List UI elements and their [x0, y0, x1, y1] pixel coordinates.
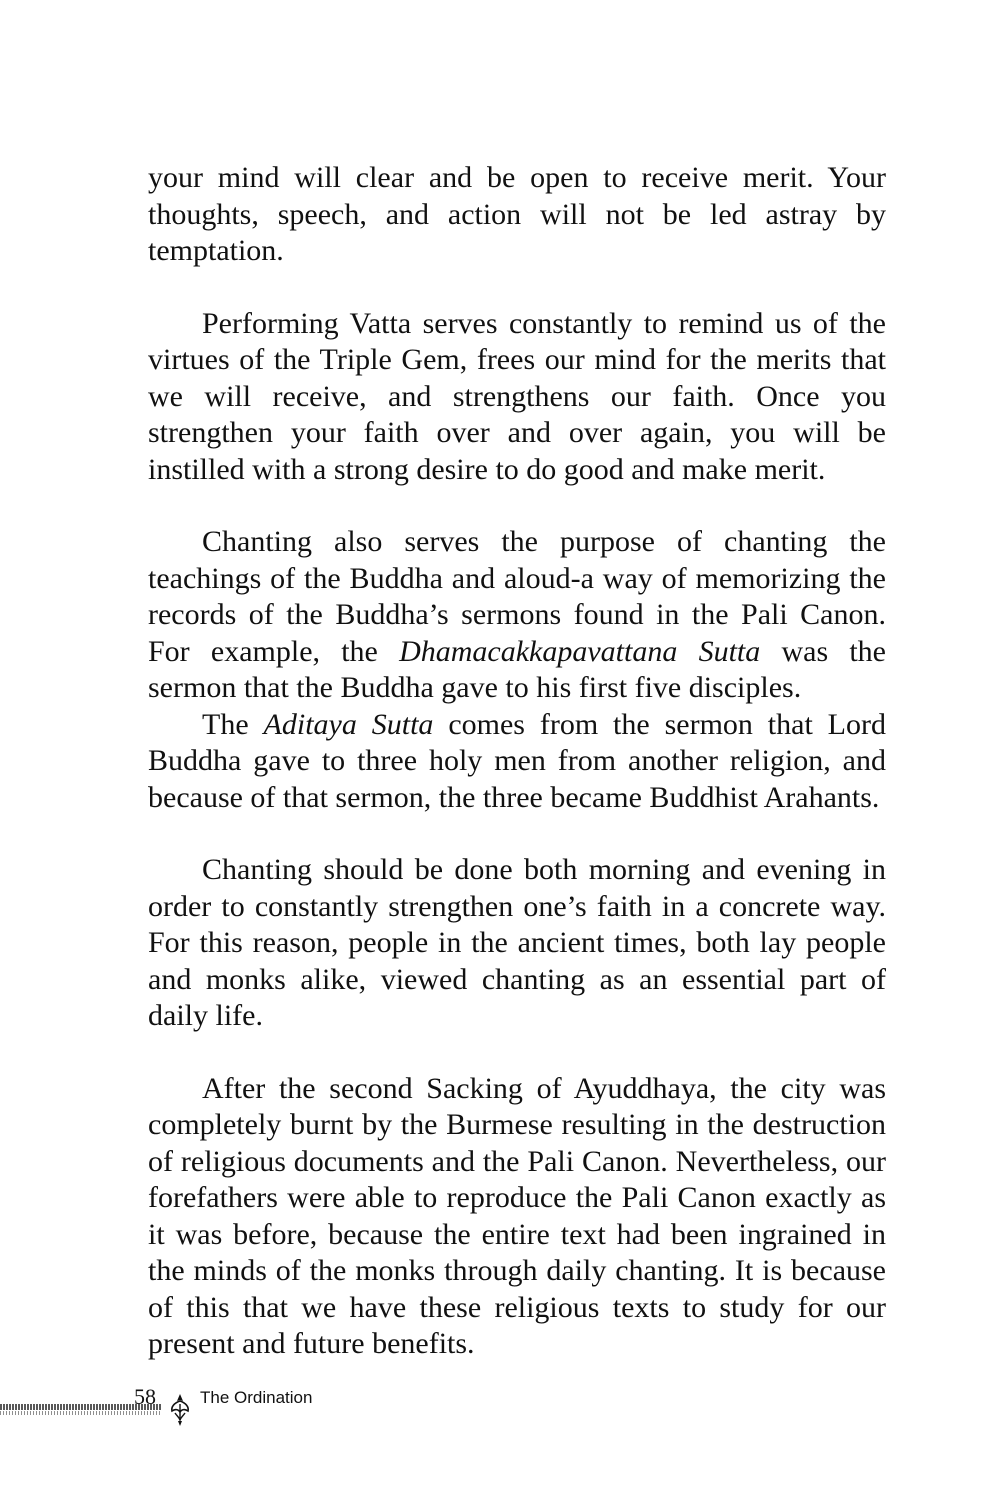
paragraph-3-text-b: was the sermon that the Buddha gave to his first five disciples. [148, 634, 886, 704]
paragraph-4-text-a: The [202, 707, 264, 741]
page-number: 58 [134, 1384, 156, 1409]
paragraph-5 [148, 852, 886, 1035]
paragraph-1 [148, 160, 886, 270]
page-footer [0, 1384, 360, 1428]
sutta-title-aditaya: Aditaya Sutta [263, 707, 434, 741]
paragraph-2-text: Performing Vatta serves constantly to remind us of the virtues of the Triple Gem, frees our mind for the merits that we will receive, and strengthens our faith. Once you strengthen your faith over and over again, you will be instilled with a strong desire to do good and make merit. [148, 306, 886, 486]
running-title: The Ordination [200, 1388, 313, 1407]
lotus-ornament-icon [169, 1392, 191, 1428]
paragraph-4-text-b: comes from the sermon that Lord Buddha gave to three holy men from another religion, and because of that sermon, the three became Buddhist Arahants. [148, 707, 886, 814]
paragraph-6 [148, 1071, 886, 1363]
paragraph-6-text: After the second Sacking of Ayuddhaya, the city was completely burnt by the Burmese resulting in the destruction of religious documents and the Pali Canon. Nevertheless, our forefathers were able to reproduce the Pali Canon exactly as it was before, because the entire text had been ingrained in the minds of the monks through daily chanting. It is because of this that we have these religious texts to study for our present and future benefits. [148, 1071, 886, 1360]
footer-rule-secondary [0, 1411, 162, 1415]
paragraph-2 [148, 306, 886, 489]
paragraph-1-text: your mind will clear and be open to receive merit. Your thoughts, speech, and action will not be led astray by temptation. [148, 161, 886, 267]
body-text [148, 160, 886, 1363]
sutta-title-dhamacakkapavattana: Dhamacakkapavattana Sutta [399, 634, 761, 668]
paragraph-4 [148, 707, 886, 817]
paragraph-5-text: Chanting should be done both morning and evening in order to constantly strengthen one’s faith in a concrete way. For this reason, people in the ancient times, both lay people and monks alike, viewed chanting as an essential part of daily life. [148, 853, 886, 1032]
paragraph-3-text-a: Chanting also serves the purpose of chanting the teachings of the Buddha and aloud-a way of memorizing the records of the Buddha’s sermons found in the Pali Canon. For example, the [148, 525, 886, 668]
paragraph-3 [148, 524, 886, 707]
